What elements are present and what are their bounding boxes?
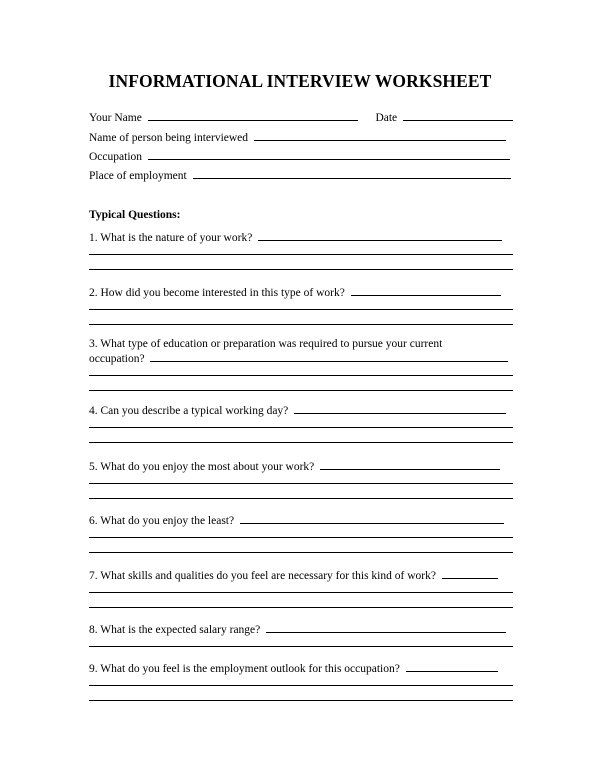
- question-8-text: 8. What is the expected salary range?: [89, 624, 261, 636]
- place-of-employment-label: Place of employment: [89, 170, 187, 182]
- question-1-answer-field[interactable]: [258, 230, 502, 241]
- date-field[interactable]: [403, 110, 513, 121]
- question-2-answer-line-1[interactable]: [89, 309, 513, 310]
- question-2-answer-line-2[interactable]: [89, 324, 513, 325]
- occupation-row: [89, 149, 510, 164]
- question-5-answer-line-1[interactable]: [89, 483, 513, 484]
- place-of-employment-row: [89, 168, 511, 183]
- question-2-text: 2. How did you become interested in this type of work?: [89, 287, 345, 299]
- question-3-text: 3. What type of education or preparation was required to pursue your current: [89, 338, 443, 350]
- your-name-row: [89, 110, 513, 125]
- question-9-answer-line-1[interactable]: [89, 685, 513, 686]
- question-7-answer-line-1[interactable]: [89, 592, 513, 593]
- occupation-label: Occupation: [89, 151, 143, 163]
- your-name-label: Your Name: [89, 112, 142, 124]
- question-6-answer-line-2[interactable]: [89, 552, 513, 553]
- question-7-answer-field[interactable]: [442, 568, 498, 579]
- question-3: [89, 337, 442, 351]
- occupation-field[interactable]: [148, 149, 510, 160]
- question-6-answer-line-1[interactable]: [89, 537, 513, 538]
- question-7-text: 7. What skills and qualities do you feel are necessary for this kind of work?: [89, 570, 436, 582]
- question-4: [89, 403, 506, 418]
- question-3-answer-line-1[interactable]: [89, 375, 513, 376]
- question-3-continued: [89, 351, 508, 366]
- question-9-answer-line-2[interactable]: [89, 700, 513, 701]
- section-title: Typical Questions:: [89, 209, 181, 221]
- question-1-answer-line-2[interactable]: [89, 269, 513, 270]
- question-2: [89, 285, 501, 300]
- question-6-answer-field[interactable]: [240, 513, 504, 524]
- question-1-text: 1. What is the nature of your work?: [89, 232, 253, 244]
- question-8-answer-field[interactable]: [266, 622, 506, 633]
- question-5: [89, 459, 500, 474]
- person-interviewed-row: [89, 130, 506, 145]
- question-4-text: 4. Can you describe a typical working day?: [89, 405, 289, 417]
- question-9: [89, 661, 498, 676]
- question-9-answer-field[interactable]: [406, 661, 498, 672]
- question-6: [89, 513, 504, 528]
- question-9-text: 9. What do you feel is the employment outlook for this occupation?: [89, 663, 400, 675]
- question-2-answer-field[interactable]: [351, 285, 501, 296]
- question-4-answer-line-2[interactable]: [89, 442, 513, 443]
- question-8-answer-line-1[interactable]: [89, 646, 513, 647]
- question-4-answer-line-1[interactable]: [89, 427, 513, 428]
- question-5-answer-field[interactable]: [320, 459, 500, 470]
- person-interviewed-label: Name of person being interviewed: [89, 132, 249, 144]
- date-label: Date: [375, 112, 398, 124]
- place-of-employment-field[interactable]: [193, 168, 511, 179]
- question-3-answer-field[interactable]: [150, 351, 508, 362]
- question-4-answer-field[interactable]: [294, 403, 506, 414]
- question-7: [89, 568, 498, 583]
- question-6-text: 6. What do you enjoy the least?: [89, 515, 235, 527]
- person-interviewed-field[interactable]: [254, 130, 506, 141]
- your-name-field[interactable]: [148, 110, 358, 121]
- question-1-answer-line-1[interactable]: [89, 254, 513, 255]
- question-1: [89, 230, 502, 245]
- question-5-text: 5. What do you enjoy the most about your work?: [89, 461, 315, 473]
- question-5-answer-line-2[interactable]: [89, 498, 513, 499]
- question-7-answer-line-2[interactable]: [89, 607, 513, 608]
- question-8: [89, 622, 506, 637]
- page-title: INFORMATIONAL INTERVIEW WORKSHEET: [108, 71, 492, 91]
- question-3-answer-line-2[interactable]: [89, 390, 513, 391]
- question-3-text-continued: occupation?: [89, 353, 145, 365]
